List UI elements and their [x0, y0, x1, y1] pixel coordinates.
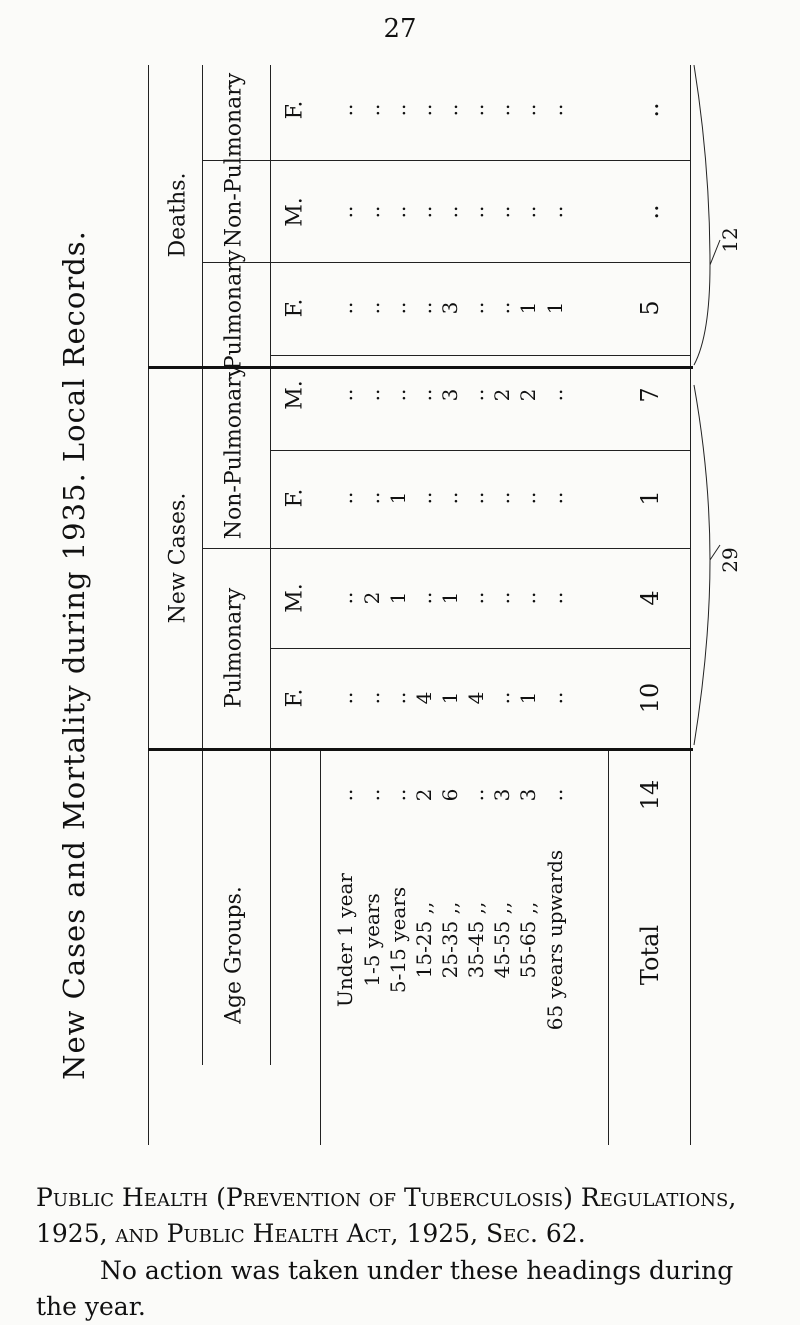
total-label: Total — [636, 925, 664, 985]
new-mf-divider-2 — [270, 648, 690, 649]
table-cell-new_nonpulm_m: 1 — [386, 592, 410, 605]
table-cell-new_pulm_m: .. — [360, 789, 384, 802]
table-cell-new_nonpulm_m: .. — [412, 592, 436, 605]
footer — [36, 1180, 771, 1325]
table-cell-death_nonpulm_f: .. — [543, 104, 567, 117]
table-cell-new_pulm_f: .. — [360, 692, 384, 705]
table-cell-death_nonpulm_m: .. — [386, 206, 410, 219]
table-cell-death_nonpulm_m: .. — [438, 206, 462, 219]
footer-body: No action was taken under these headings during the year. — [36, 1253, 771, 1325]
age-group-row: 5-15 years — [386, 887, 410, 993]
table-cell-new_nonpulm_m: .. — [464, 592, 488, 605]
total-cell-new_nonpulm_f: 1 — [636, 490, 664, 505]
new-nonpulm-f-header: F. — [283, 489, 308, 508]
table-cell-death_pulm_m: .. — [360, 389, 384, 402]
table-cell-death_nonpulm_f: .. — [490, 104, 514, 117]
group-divider — [202, 65, 203, 1065]
table-cell-death_pulm_m: 2 — [516, 389, 540, 402]
table-cell-new_nonpulm_m: .. — [333, 592, 357, 605]
table-cell-death_pulm_m: .. — [333, 389, 357, 402]
table-cell-death_nonpulm_m: .. — [490, 206, 514, 219]
age-group-row: Under 1 year — [333, 873, 357, 1007]
table-cell-new_pulm_f: .. — [333, 692, 357, 705]
age-group-row: 15-25 ,, — [412, 902, 436, 979]
table-cell-death_pulm_f: .. — [333, 302, 357, 315]
new-cases-age-divider — [148, 748, 693, 751]
table-cell-new_nonpulm_f: .. — [516, 492, 540, 505]
table-cell-death_pulm_m: .. — [412, 389, 436, 402]
table-cell-death_pulm_m: 2 — [490, 389, 514, 402]
table-cell-new_nonpulm_m: .. — [516, 592, 540, 605]
new-nonpulm-m-header: M. — [283, 583, 308, 613]
side-title: New Cases and Mortality during 1935. Local Records. — [57, 55, 117, 1255]
deaths-m-f-divider-2 — [270, 355, 690, 356]
new-cases-brace-total: 29 — [718, 547, 742, 572]
age-groups-divider — [320, 750, 321, 1145]
table-cell-new_nonpulm_f: .. — [412, 492, 436, 505]
table-cell-new_pulm_f: 1 — [438, 692, 462, 705]
age-group-row: 25-35 ,, — [438, 902, 462, 979]
total-divider — [608, 750, 609, 1145]
age-group-row: 35-45 ,, — [464, 902, 488, 979]
new-pulm-f-header: F. — [283, 689, 308, 708]
table-cell-new_pulm_m: 2 — [412, 789, 436, 802]
brace-lines — [692, 65, 722, 765]
table-cell-death_pulm_f: .. — [490, 302, 514, 315]
page-number: 27 — [0, 14, 800, 44]
age-groups-header: Age Groups. — [222, 886, 247, 1024]
deaths-nonpulm-m-header: M. — [283, 197, 308, 227]
new-cases-type-divider — [202, 548, 690, 549]
table-cell-death_pulm_f: 3 — [438, 302, 462, 315]
deaths-pulm-f-header: F. — [283, 299, 308, 318]
table-cell-new_pulm_f: .. — [490, 692, 514, 705]
deaths-header: Deaths. — [166, 172, 191, 257]
table-cell-new_pulm_m: .. — [464, 789, 488, 802]
deaths-m-f-divider-1 — [202, 160, 690, 161]
table-cell-death_pulm_m: 3 — [438, 389, 462, 402]
table-cell-death_pulm_f: 1 — [543, 302, 567, 315]
table-cell-death_nonpulm_f: .. — [386, 104, 410, 117]
table-cell-death_nonpulm_m: .. — [543, 206, 567, 219]
table-cell-new_nonpulm_m: 2 — [360, 592, 384, 605]
table-cell-new_nonpulm_f: .. — [543, 492, 567, 505]
total-cell-new_pulm_f: 10 — [636, 683, 664, 714]
table-cell-death_nonpulm_f: .. — [464, 104, 488, 117]
table-right-border — [690, 65, 691, 1145]
table-cell-death_pulm_m: .. — [464, 389, 488, 402]
table-cell-death_nonpulm_m: .. — [412, 206, 436, 219]
table-cell-death_pulm_m: .. — [386, 389, 410, 402]
table-cell-new_nonpulm_f: .. — [360, 492, 384, 505]
table-cell-new_nonpulm_f: .. — [438, 492, 462, 505]
table-cell-new_nonpulm_m: .. — [543, 592, 567, 605]
table-cell-death_nonpulm_f: .. — [360, 104, 384, 117]
table-cell-death_pulm_f: .. — [412, 302, 436, 315]
table-cell-death_nonpulm_f: .. — [438, 104, 462, 117]
table-cell-new_pulm_m: .. — [543, 789, 567, 802]
table-cell-new_pulm_m: 6 — [438, 789, 462, 802]
deaths-type-divider — [202, 262, 690, 263]
new-mf-divider-1 — [270, 450, 690, 451]
total-cell-new_nonpulm_m: 4 — [636, 590, 664, 605]
table-cell-death_nonpulm_f: .. — [412, 104, 436, 117]
table-cell-death_pulm_f: .. — [386, 302, 410, 315]
age-group-row: 65 years upwards — [543, 850, 567, 1030]
table-cell-death_nonpulm_m: .. — [464, 206, 488, 219]
table-cell-death_pulm_m: .. — [543, 389, 567, 402]
mf-header-divider — [270, 65, 271, 1065]
table-cell-death_nonpulm_m: .. — [333, 206, 357, 219]
table-cell-new_pulm_m: 3 — [516, 789, 540, 802]
table-cell-new_pulm_m: .. — [333, 789, 357, 802]
table-cell-death_pulm_f: 1 — [516, 302, 540, 315]
total-cell-new_pulm_m: 14 — [636, 780, 664, 811]
total-cell-death_pulm_m: 7 — [636, 387, 664, 402]
table-cell-death_pulm_f: .. — [464, 302, 488, 315]
new-pulmonary-header: Pulmonary — [222, 588, 247, 708]
table-cell-new_nonpulm_m: .. — [490, 592, 514, 605]
total-cell-death_nonpulm_m: .. — [636, 204, 664, 219]
total-cell-death_nonpulm_f: .. — [636, 102, 664, 117]
table-cell-death_nonpulm_f: .. — [516, 104, 540, 117]
table-cell-new_nonpulm_f: .. — [490, 492, 514, 505]
age-group-row: 55-65 ,, — [516, 902, 540, 979]
table-cell-new_nonpulm_f: .. — [333, 492, 357, 505]
table-cell-new_nonpulm_f: 1 — [386, 492, 410, 505]
age-group-row: 45-55 ,, — [490, 902, 514, 979]
deaths-pulmonary-header: Pulmonary — [222, 250, 247, 370]
table-cell-death_nonpulm_m: .. — [360, 206, 384, 219]
table-cell-new_nonpulm_f: .. — [464, 492, 488, 505]
table-cell-new_pulm_f: .. — [543, 692, 567, 705]
footer-heading: Public Health (Prevention of Tuberculosis) Regulations, 1925, and Public Health Act, 1925, Sec. 62. — [36, 1180, 771, 1253]
table-cell-death_nonpulm_m: .. — [516, 206, 540, 219]
deaths-nonpulm-f-header: F. — [283, 101, 308, 120]
deaths-brace-total: 12 — [718, 227, 742, 252]
table-left-border — [148, 65, 149, 1145]
table-cell-new_pulm_f: 1 — [516, 692, 540, 705]
table-cell-new_nonpulm_m: 1 — [438, 592, 462, 605]
new-cases-header: New Cases. — [166, 493, 191, 624]
new-non-pulmonary-header: Non-Pulmonary — [222, 365, 247, 539]
table-cell-new_pulm_f: 4 — [464, 692, 488, 705]
table-cell-new_pulm_f: .. — [386, 692, 410, 705]
deaths-non-pulmonary-header: Non-Pulmonary — [222, 73, 247, 247]
deaths-pulm-m-header: M. — [283, 380, 308, 410]
table-cell-new_pulm_m: 3 — [490, 789, 514, 802]
table-cell-new_pulm_f: 4 — [412, 692, 436, 705]
table-cell-death_nonpulm_f: .. — [333, 104, 357, 117]
table-cell-death_pulm_f: .. — [360, 302, 384, 315]
total-cell-death_pulm_f: 5 — [636, 300, 664, 315]
age-group-row: 1-5 years — [360, 893, 384, 986]
table-cell-new_pulm_m: .. — [386, 789, 410, 802]
